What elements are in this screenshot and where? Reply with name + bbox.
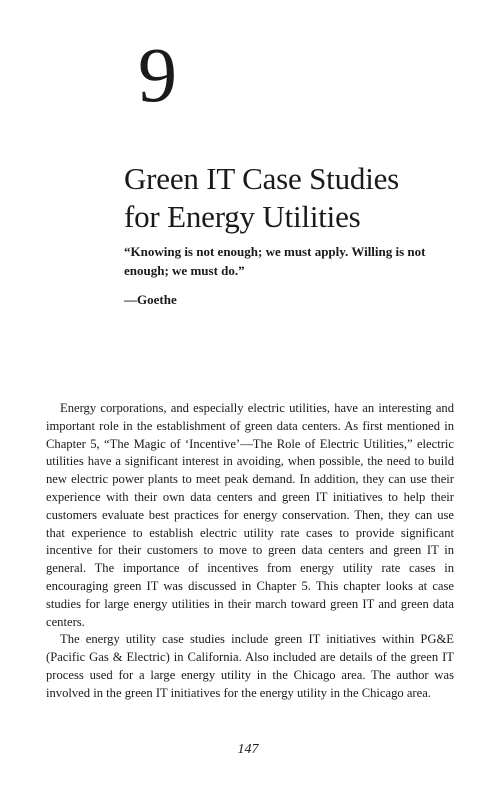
body-paragraph-2: The energy utility case studies include green IT initiatives within PG&E (Pacific Gas & Electric) in California. Also included are details of the green IT process used for a large energy utility in the Chicago area. The author was involved in the green IT initiatives for the energy utility in the Chicago area. <box>46 632 454 700</box>
epigraph-quote: “Knowing is not enough; we must apply. Willing is not enough; we must do.” <box>124 244 426 278</box>
chapter-title <box>124 160 464 236</box>
epigraph-author: —Goethe <box>124 292 177 307</box>
body-paragraph-1: Energy corporations, and especially electric utilities, have an interesting and important role in the establishment of green data centers. As first mentioned in Chapter 5, “The Magic of ‘Incentive’—The Role of Electric Utilities,” electric utilities have a significant interest in avoiding, when possible, the need to build new electric power plants to meet peak demand. In addition, they can use their experience with their own data centers and green IT initiatives to help their customers evaluate best practices for energy conservation. Then, they can use that experience to establish electric utility rate cases to provide significant incentive for their customers to move to green data centers and green IT in general. The importance of incentives from energy utility rate cases in encouraging green IT was discussed in Chapter 5. This chapter looks at case studies for large energy utilities in their march toward green IT and green data centers. <box>46 401 454 629</box>
page-number: 147 <box>237 742 259 757</box>
body-text <box>46 400 454 703</box>
chapter-title-line-1: Green IT Case Studies <box>124 161 400 196</box>
chapter-title-line-2: for Energy Utilities <box>124 199 361 234</box>
chapter-number: 9 <box>138 31 177 118</box>
